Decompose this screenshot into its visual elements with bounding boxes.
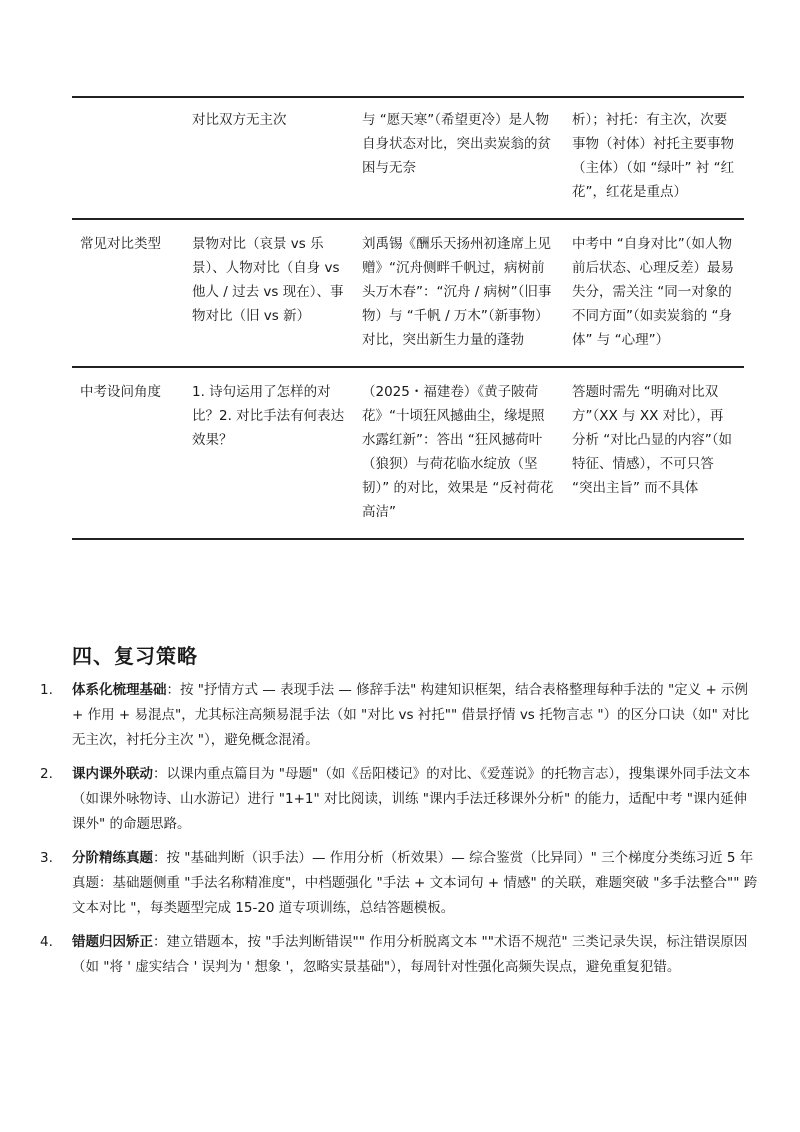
table-row: [72, 97, 744, 219]
definition-cell: 1. 诗句运用了怎样的对比？2. 对比手法有何表达效果？: [192, 384, 345, 448]
item-number: 4.: [40, 934, 53, 950]
item-title: 错题归因矫正: [72, 934, 153, 950]
tip-cell: 中考中 “自身对比”（如人物前后状态、心理反差）最易失分，需关注 “同一对象的不同方面”（如卖炭翁的 “身体” 与 “心理”）: [572, 236, 734, 348]
item-separator: ：: [153, 766, 167, 782]
table-row: [72, 367, 744, 539]
row-label: [72, 97, 184, 219]
list-item: [0, 930, 760, 980]
item-text: 按 "基础判断（识手法）— 作用分析（析效果）— 综合鉴赏（比异同）" 三个梯度分类练习近 5 年真题：基础题侧重 "手法名称精准度"，中档题强化 "手法 + 文本词句 + 情感" 的关联，难题突破 "多手法整合"" 跨文本对比 "，每类题型完成 15-20 道专项训练，总结答题模板。: [72, 850, 758, 916]
item-separator: ：: [153, 934, 167, 950]
list-item: [0, 846, 760, 921]
techniques-table: [72, 96, 744, 540]
item-text: 按 "抒情方式 — 表现手法 — 修辞手法" 构建知识框架，结合表格整理每种手法的 "定义 + 示例 + 作用 + 易混点"，尤其标注高频易混手法（如 "对比 vs 衬托"" 借景抒情 vs 托物言志 "）的区分口诀（如" 对比无主次，衬托分主次 "），避免概念混淆。: [72, 682, 750, 748]
row-label: 常见对比类型: [80, 236, 161, 252]
item-number: 3.: [40, 850, 53, 866]
item-separator: ：: [153, 850, 167, 866]
list-item: [0, 762, 760, 837]
definition-cell: 景物对比（哀景 vs 乐景）、人物对比（自身 vs 他人 / 过去 vs 现在）、事物对比（旧 vs 新）: [192, 236, 344, 324]
example-cell: 刘禹锡《酬乐天扬州初逢席上见赠》“沉舟侧畔千帆过，病树前头万木春”：“沉舟 / 病树”（旧事物）与 “千帆 / 万木”（新事物）对比，突出新生力量的蓬勃: [362, 236, 552, 348]
example-cell: 与 “愿天寒”（希望更冷）是人物自身状态对比，突出卖炭翁的贫困与无奈: [362, 112, 551, 176]
item-separator: ：: [166, 682, 180, 698]
section-heading: 四、复习策略: [72, 644, 198, 668]
item-number: 1.: [40, 682, 53, 698]
tip-cell: 析）；衬托：有主次，次要事物（衬体）衬托主要事物（主体）（如 “绿叶” 衬 “红花”，红花是重点）: [572, 112, 735, 200]
item-number: 2.: [40, 766, 53, 782]
item-text: 以课内重点篇目为 "母题"（如《岳阳楼记》的对比、《爱莲说》的托物言志），搜集课外同手法文本（如课外咏物诗、山水游记）进行 "1+1" 对比阅读，训练 "课内手法迁移课外分析" 的能力，适配中考 "课内延伸课外" 的命题思路。: [72, 766, 751, 832]
item-title: 课内课外联动: [72, 766, 153, 782]
item-title: 分阶精练真题: [72, 850, 153, 866]
item-text: 建立错题本，按 "手法判断错误"" 作用分析脱离文本 ""术语不规范" 三类记录失误，标注错误原因（如 "将 ' 虚实结合 ' 误判为 ' 想象 '，忽略实景基础"），每周针对性强化高频失误点，避免重复犯错。: [72, 934, 748, 975]
definition-cell: 对比双方无主次: [192, 112, 287, 128]
tip-cell: 答题时需先 “明确对比双方”（XX 与 XX 对比），再分析 “对比凸显的内容”（如特征、情感），不可只答 “突出主旨” 而不具体: [572, 384, 733, 496]
list-item: [0, 678, 760, 753]
table-row: [72, 219, 744, 367]
row-label: 中考设问角度: [80, 384, 161, 400]
strategy-list: [0, 678, 760, 989]
item-title: 体系化梳理基础: [72, 682, 167, 698]
example-cell: （2025・福建卷）《黄子陂荷花》“十顷狂风撼曲尘，缘堤照水露红新”：答出 “狂风撼荷叶（狼狈）与荷花临水绽放（坚韧）” 的对比，效果是 “反衬荷花高洁”: [362, 384, 554, 520]
